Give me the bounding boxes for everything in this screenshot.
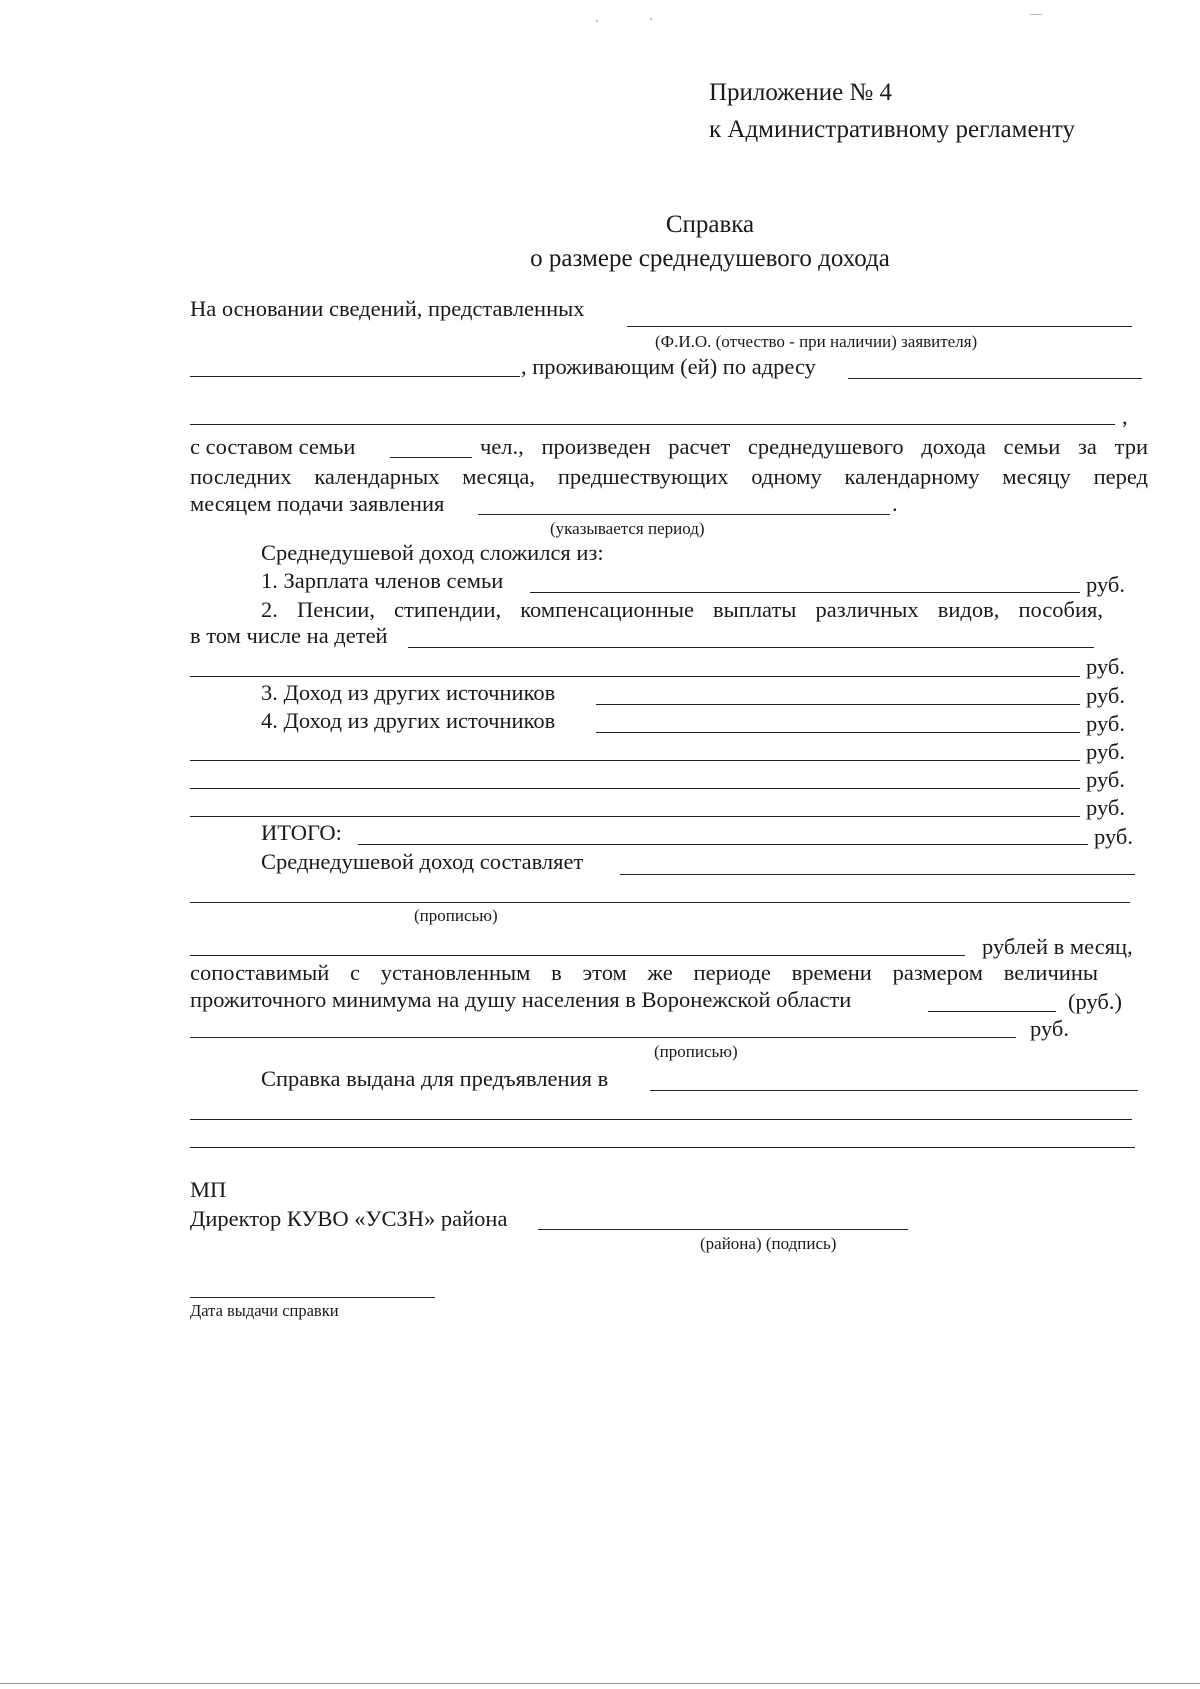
avg-income-field[interactable] [620, 874, 1135, 875]
extra-rub-3: руб. [1086, 795, 1125, 820]
extra-field-2[interactable] [190, 788, 1080, 789]
subsistence-value-field[interactable] [928, 1011, 1056, 1012]
family-size-field[interactable] [390, 457, 472, 458]
subsistence-rub: (руб.) [1068, 989, 1122, 1014]
item2-rub: руб. [1086, 654, 1125, 679]
signature-hint: (района) (подпись) [700, 1234, 837, 1253]
address-continuation-field[interactable] [190, 424, 1115, 425]
rubles-per-month: рублей в месяц, [982, 934, 1133, 959]
item3-field[interactable] [596, 704, 1080, 705]
composed-of-label: Среднедушевой доход сложился из: [261, 540, 604, 565]
document-subtitle: о размере среднедушевого дохода [530, 245, 890, 272]
item3-rub: руб. [1086, 683, 1125, 708]
total-field[interactable] [358, 844, 1088, 845]
in-words-hint-1: (прописью) [414, 906, 498, 925]
item4-field[interactable] [596, 732, 1080, 733]
director-label: Директор КУВО «УСЗН» района [190, 1206, 508, 1231]
stamp-label: МП [190, 1177, 227, 1202]
issued-for-field[interactable] [650, 1090, 1138, 1091]
document-title: Справка [665, 211, 755, 238]
extra-rub-2: руб. [1086, 767, 1125, 792]
period-field[interactable] [478, 514, 890, 515]
period-hint: (указывается период) [550, 519, 705, 538]
scan-speck [650, 18, 652, 20]
issued-for-label: Справка выдана для предъявления в [261, 1066, 609, 1091]
avg-income-continuation-field[interactable] [190, 902, 1130, 903]
issued-for-continuation-2[interactable] [190, 1147, 1135, 1148]
applicant-name-continuation-field[interactable] [190, 376, 520, 377]
extra-field-1[interactable] [190, 760, 1080, 761]
scan-speck [596, 20, 598, 22]
extra-rub-1: руб. [1086, 739, 1125, 764]
item2-field[interactable] [408, 647, 1094, 648]
issued-for-continuation-1[interactable] [190, 1119, 1132, 1120]
comparable-line: сопоставимый с установленным в этом же периоде времени размером величины [190, 960, 1098, 985]
issue-date-field[interactable] [190, 1297, 435, 1298]
extra-field-3[interactable] [190, 816, 1080, 817]
address-comma: , [1122, 404, 1128, 429]
item4-rub: руб. [1086, 711, 1125, 736]
avg-income-words-field[interactable] [190, 955, 965, 956]
period-dot: . [892, 491, 898, 516]
total-rub: руб. [1094, 824, 1133, 849]
item4-label: 4. Доход из других источников [261, 708, 556, 733]
based-on-label: На основании сведений, представленных [190, 296, 585, 321]
months-line: последних календарных месяца, предшествующих одному календарному месяцу перед [190, 464, 1148, 489]
subsistence-words-field[interactable] [190, 1037, 1016, 1038]
in-words-hint-2: (прописью) [654, 1042, 738, 1061]
total-label: ИТОГО: [261, 820, 342, 845]
item2-line1: 2. Пенсии, стипендии, компенсационные выплаты различных видов, пособия, [261, 597, 1103, 622]
item1-rub: руб. [1086, 572, 1125, 597]
subsistence-words-rub: руб. [1030, 1016, 1069, 1041]
avg-income-label: Среднедушевой доход составляет [261, 849, 584, 874]
applicant-name-field[interactable] [627, 326, 1132, 327]
fio-hint: (Ф.И.О. (отчество - при наличии) заявителя) [655, 332, 978, 351]
scan-edge-line [0, 1683, 1200, 1684]
address-field[interactable] [848, 378, 1142, 379]
director-signature-field[interactable] [538, 1229, 908, 1230]
scan-speck [1030, 14, 1042, 15]
appendix-reference: к Административному регламенту [709, 116, 1076, 143]
family-suffix: чел., произведен расчет среднедушевого дохода семьи за три [480, 434, 1148, 459]
appendix-number: Приложение № 4 [709, 79, 893, 106]
item1-label: 1. Зарплата членов семьи [261, 568, 504, 593]
item3-label: 3. Доход из других источников [261, 680, 556, 705]
item2-line2: в том числе на детей [190, 623, 388, 648]
item1-field[interactable] [530, 592, 1080, 593]
residing-label: , проживающим (ей) по адресу [521, 354, 816, 379]
item2-continuation-field[interactable] [190, 676, 1080, 677]
family-prefix: с составом семьи [190, 434, 356, 459]
application-month-label: месяцем подачи заявления [190, 491, 445, 516]
issue-date-label: Дата выдачи справки [190, 1301, 339, 1320]
subsistence-label: прожиточного минимума на душу населения в Воронежской области [190, 987, 852, 1012]
